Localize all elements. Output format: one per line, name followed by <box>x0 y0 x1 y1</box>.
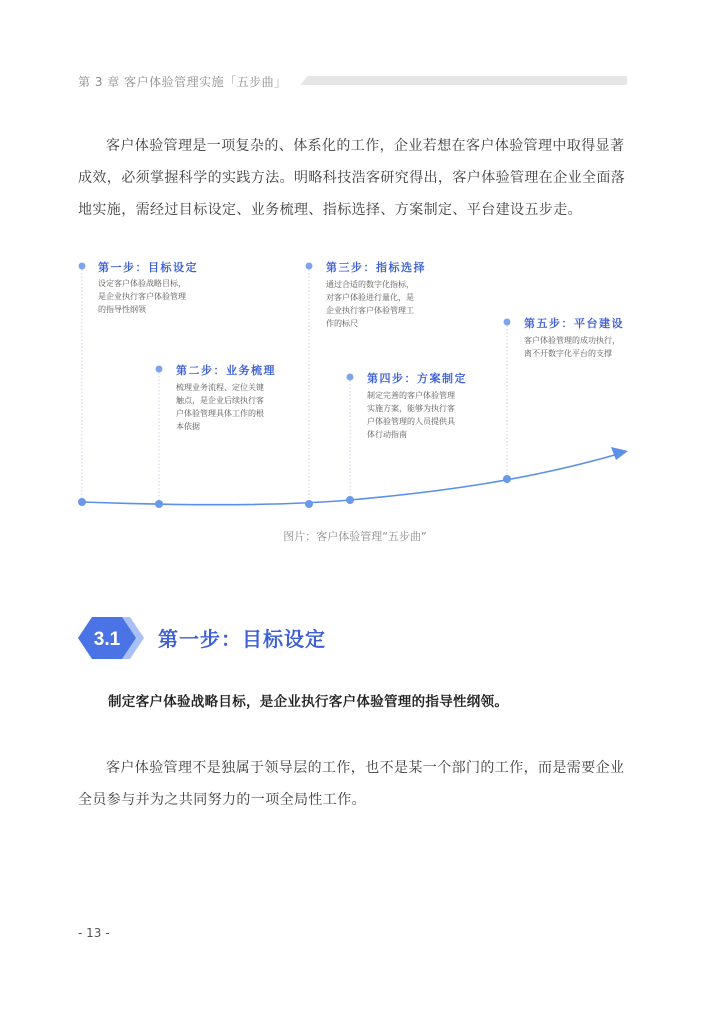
step-1-description: 设定客户体验战略目标， 是企业执行客户体验管理 的指导性纲领 <box>98 279 186 314</box>
section-body-paragraph: 客户体验管理不是独属于领导层的工作，也不是某一个部门的工作，而是需要企业全员参与并为之共同努力的一项全局性工作。 <box>78 760 625 808</box>
five-steps-figure <box>70 250 650 520</box>
section-number-badge <box>78 615 148 661</box>
step-1-title: 第一步：目标设定 <box>98 261 198 274</box>
step-5-description: 客户体验管理的成功执行， 离不开数字化平台的支撑 <box>524 336 620 358</box>
step-3-description: 通过合适的数字化指标， 对客户体验进行量化，是 企业执行客户体验管理工 作的标尺 <box>326 280 414 328</box>
step-4-description: 制定完善的客户体验管理 实施方案，能够为执行客 户体验管理的人员提供具 体行动指南 <box>367 391 455 439</box>
step-2-description: 梳理业务流程、定位关键 触点，是企业后续执行客 户体验管理具体工作的根 本依据 <box>176 383 264 431</box>
header-decoration-bar <box>300 76 627 85</box>
step-4-title: 第四步：方案制定 <box>367 372 467 385</box>
page-number: - 13 - <box>78 926 110 940</box>
section-number: 3.1 <box>93 629 121 650</box>
step-2-title: 第二步：业务梳理 <box>176 364 276 377</box>
curve-arrowhead <box>611 447 628 460</box>
section-title: 第一步：目标设定 <box>158 627 326 651</box>
intro-paragraph: 客户体验管理是一项复杂的、体系化的工作，企业若想在客户体验管理中取得显著成效，必须掌握科学的实践方法。明略科技浩客研究得出，客户体验管理在企业全面落地实施，需经过目标设定、业务梳理、指标选择、方案制定、平台建设五步走。 <box>78 138 626 218</box>
step-3-title: 第三步：指标选择 <box>326 261 426 274</box>
section-lead: 制定客户体验战略目标，是企业执行客户体验管理的指导性纲领。 <box>108 694 509 710</box>
chapter-header: 第 3 章 客户体验管理实施「五步曲」 <box>78 75 287 89</box>
step-5-title: 第五步：平台建设 <box>524 317 624 330</box>
progress-curve <box>82 452 625 505</box>
figure-caption: 图片：客户体验管理“五步曲” <box>283 530 427 543</box>
